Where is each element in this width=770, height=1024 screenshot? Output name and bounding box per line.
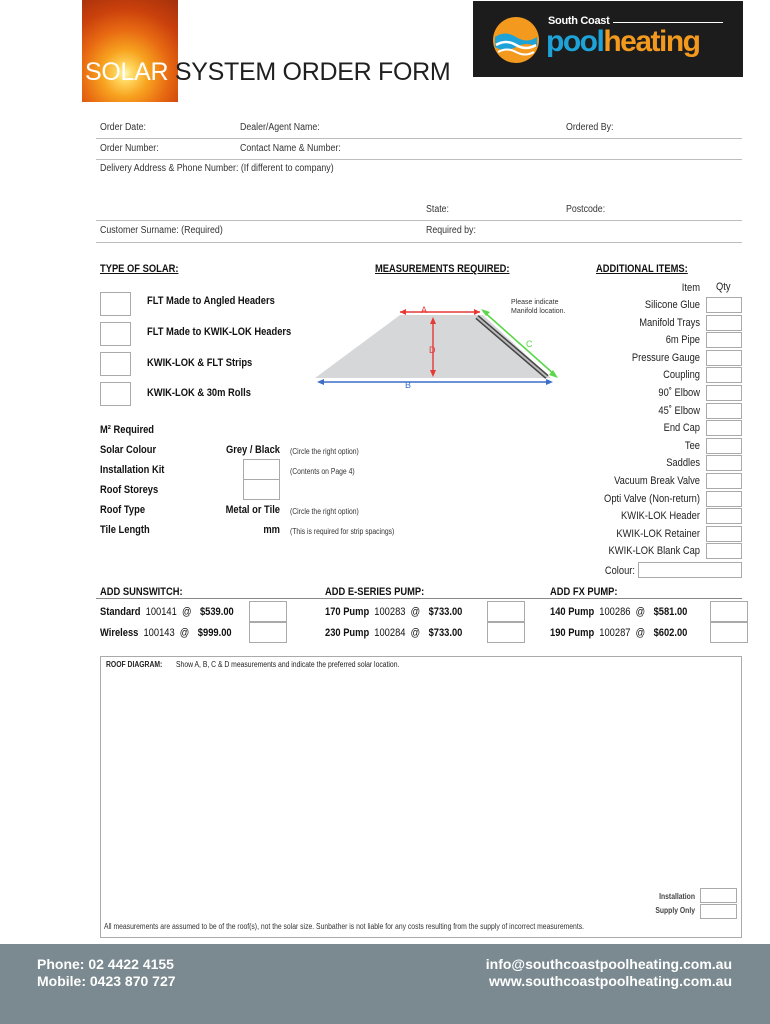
solar-colour-label: Solar Colour (100, 444, 157, 456)
installation-kit-note: (Contents on Page 4) (290, 467, 355, 476)
installation-checkbox[interactable] (700, 888, 737, 903)
additional-item-label: KWIK-LOK Header (621, 510, 700, 523)
additional-item-qty[interactable] (706, 473, 742, 489)
measure-label-d: D (429, 345, 436, 355)
sunswitch-price: $999.00 (197, 627, 232, 639)
additional-item-label: Manifold Trays (639, 316, 700, 329)
sunswitch-code: 100143 (143, 627, 175, 639)
eseries-price: $733.00 (428, 606, 463, 618)
additional-item-qty[interactable] (706, 420, 742, 436)
delivery-label: Delivery Address & Phone Number: (If different to company) (100, 163, 334, 174)
logo-wordmark (546, 25, 699, 59)
option-label: FLT Made to Angled Headers (147, 295, 275, 307)
eseries-code: 100283 (374, 606, 406, 618)
eseries-row (325, 606, 467, 618)
option-label: FLT Made to KWIK-LOK Headers (147, 326, 292, 338)
company-logo (473, 1, 743, 77)
footer-email[interactable]: info@southcoastpoolheating.com.au (485, 956, 732, 972)
roof-storeys-label: Roof Storeys (100, 484, 159, 496)
ordered-by-label: Ordered By: (566, 122, 614, 133)
tile-length-label: Tile Length (100, 524, 150, 536)
tile-length-unit: mm (263, 524, 280, 536)
divider (96, 138, 742, 139)
sunswitch-qty-box[interactable] (249, 622, 287, 643)
additional-item-qty[interactable] (706, 491, 742, 507)
supply-only-checkbox[interactable] (700, 904, 737, 919)
sunswitch-row (100, 627, 237, 639)
fx-qty-box[interactable] (710, 622, 748, 643)
divider (96, 220, 742, 221)
option-label: KWIK-LOK & FLT Strips (147, 357, 253, 369)
logo-word-pool: pool (546, 25, 604, 58)
divider (96, 159, 742, 160)
roof-type-label: Roof Type (100, 504, 146, 516)
supply-only-label: Supply Only (655, 906, 695, 915)
measure-label-b: B (405, 380, 412, 390)
measure-label-a: A (421, 305, 428, 315)
fx-name: 140 Pump (550, 606, 595, 618)
solar-colour-value[interactable]: Grey / Black (225, 444, 280, 456)
tile-length-note: (This is required for strip spacings) (290, 527, 395, 536)
footer-phone: Phone: 02 4422 4155 (37, 956, 174, 972)
roof-measurement-diagram (315, 305, 565, 395)
order-date-label: Order Date: (100, 122, 146, 133)
additional-item-label: Opti Valve (Non-return) (604, 492, 700, 505)
logo-small-text: South Coast (548, 15, 610, 27)
fx-at: @ (635, 606, 646, 618)
contact-label: Contact Name & Number: (240, 143, 341, 154)
title-highlight: SOLAR (85, 58, 169, 86)
fx-row (550, 606, 692, 618)
fx-code: 100287 (599, 627, 631, 639)
additional-item-label: KWIK-LOK Retainer (616, 527, 700, 540)
m2-required-label: M² Required (100, 424, 155, 436)
title-rest: SYSTEM ORDER FORM (168, 58, 451, 86)
type-of-solar-heading: TYPE OF SOLAR: (100, 263, 179, 275)
installation-kit-box[interactable] (243, 459, 280, 480)
fx-name: 190 Pump (550, 627, 595, 639)
colour-label: Colour: (604, 565, 635, 577)
eseries-name: 230 Pump (325, 627, 370, 639)
colour-input[interactable] (638, 562, 742, 578)
footer-mobile: Mobile: 0423 870 727 (37, 973, 176, 989)
eseries-row (325, 627, 467, 639)
additional-item-qty[interactable] (706, 315, 742, 331)
measurements-heading: MEASUREMENTS REQUIRED: (375, 263, 510, 275)
option-label: KWIK-LOK & 30m Rolls (147, 387, 251, 399)
additional-item-label: Saddles (666, 457, 700, 470)
option-checkbox[interactable] (100, 322, 131, 346)
postcode-label: Postcode: (566, 204, 606, 215)
additional-item-label: Tee (684, 439, 700, 452)
installation-kit-label: Installation Kit (100, 464, 165, 476)
state-label: State: (426, 204, 450, 215)
required-by-label: Required by: (426, 225, 476, 236)
sunswitch-at: @ (179, 627, 190, 639)
logo-rule (613, 22, 723, 23)
eseries-price: $733.00 (428, 627, 463, 639)
eseries-at: @ (410, 627, 421, 639)
additional-item-label: Coupling (663, 369, 700, 382)
additional-item-label: Silicone Glue (644, 299, 700, 311)
wave-sun-icon (491, 15, 541, 65)
additional-item-label: 90˚ Elbow (658, 387, 700, 399)
eseries-heading: ADD E-SERIES PUMP: (325, 586, 425, 598)
additional-item-qty[interactable] (706, 350, 742, 366)
additional-item-label: Vacuum Break Valve (614, 475, 700, 487)
measure-label-c: C (526, 339, 533, 349)
fx-price: $581.00 (653, 606, 688, 618)
qty-column-header: Qty (716, 281, 731, 293)
additional-item-label: KWIK-LOK Blank Cap (608, 545, 700, 558)
sunswitch-name: Standard (100, 606, 141, 618)
fx-code: 100286 (599, 606, 631, 618)
installation-label: Installation (659, 892, 695, 901)
item-column-header: Item (681, 282, 700, 294)
fx-qty-box[interactable] (710, 601, 748, 622)
sunswitch-qty-box[interactable] (249, 601, 287, 622)
eseries-qty-box[interactable] (487, 622, 525, 643)
roof-storeys-box[interactable] (243, 479, 280, 500)
additional-item-qty[interactable] (706, 508, 742, 524)
roof-type-value[interactable]: Metal or Tile (225, 504, 280, 516)
fx-price: $602.00 (653, 627, 688, 639)
eseries-name: 170 Pump (325, 606, 370, 618)
sunswitch-name: Wireless (100, 627, 139, 639)
option-checkbox[interactable] (100, 382, 131, 406)
additional-item-qty[interactable] (706, 455, 742, 471)
fx-at: @ (635, 627, 646, 639)
logo-word-heating: heating (603, 25, 700, 58)
eseries-qty-box[interactable] (487, 601, 525, 622)
surname-label: Customer Surname: (Required) (100, 225, 223, 236)
disclaimer-text: All measurements are assumed to be of the roof(s), not the solar size. Sunbather is not liable for any costs resulting from the supply of incorrect measurements. (104, 922, 585, 931)
sunswitch-heading: ADD SUNSWITCH: (100, 586, 183, 598)
solar-colour-note: (Circle the right option) (290, 447, 359, 456)
additional-item-qty[interactable] (706, 403, 742, 419)
additional-item-label: End Cap (663, 422, 700, 435)
additional-item-qty[interactable] (706, 297, 742, 313)
fx-heading: ADD FX PUMP: (550, 586, 618, 598)
sunswitch-row (100, 606, 239, 618)
additional-item-qty[interactable] (706, 385, 742, 401)
option-checkbox[interactable] (100, 352, 131, 376)
additional-item-qty[interactable] (706, 543, 742, 559)
additional-item-qty[interactable] (706, 332, 742, 348)
roof-diagram-label: ROOF DIAGRAM: (106, 660, 163, 669)
eseries-at: @ (410, 606, 421, 618)
additional-item-qty[interactable] (706, 438, 742, 454)
roof-type-note: (Circle the right option) (290, 507, 359, 516)
additional-item-label: Pressure Gauge (631, 351, 700, 364)
page-title (85, 58, 450, 87)
additional-item-label: 6m Pipe (665, 334, 700, 347)
roof-diagram-instruction: Show A, B, C & D measurements and indicate the preferred solar location. (176, 660, 400, 669)
divider (96, 242, 742, 243)
order-number-label: Order Number: (100, 143, 159, 154)
option-checkbox[interactable] (100, 292, 131, 316)
divider (96, 598, 742, 599)
manifold-note: Please indicate Manifold location. (511, 299, 566, 315)
footer-website[interactable]: www.southcoastpoolheating.com.au (489, 973, 732, 989)
dealer-label: Dealer/Agent Name: (240, 122, 320, 133)
sunswitch-at: @ (181, 606, 192, 618)
additional-items-heading: ADDITIONAL ITEMS: (596, 263, 688, 275)
fx-row (550, 627, 692, 639)
eseries-code: 100284 (374, 627, 406, 639)
additional-item-qty[interactable] (706, 526, 742, 542)
sunswitch-code: 100141 (145, 606, 177, 618)
additional-item-label: 45˚ Elbow (658, 404, 700, 417)
sunswitch-price: $539.00 (199, 606, 234, 618)
additional-item-qty[interactable] (706, 367, 742, 383)
